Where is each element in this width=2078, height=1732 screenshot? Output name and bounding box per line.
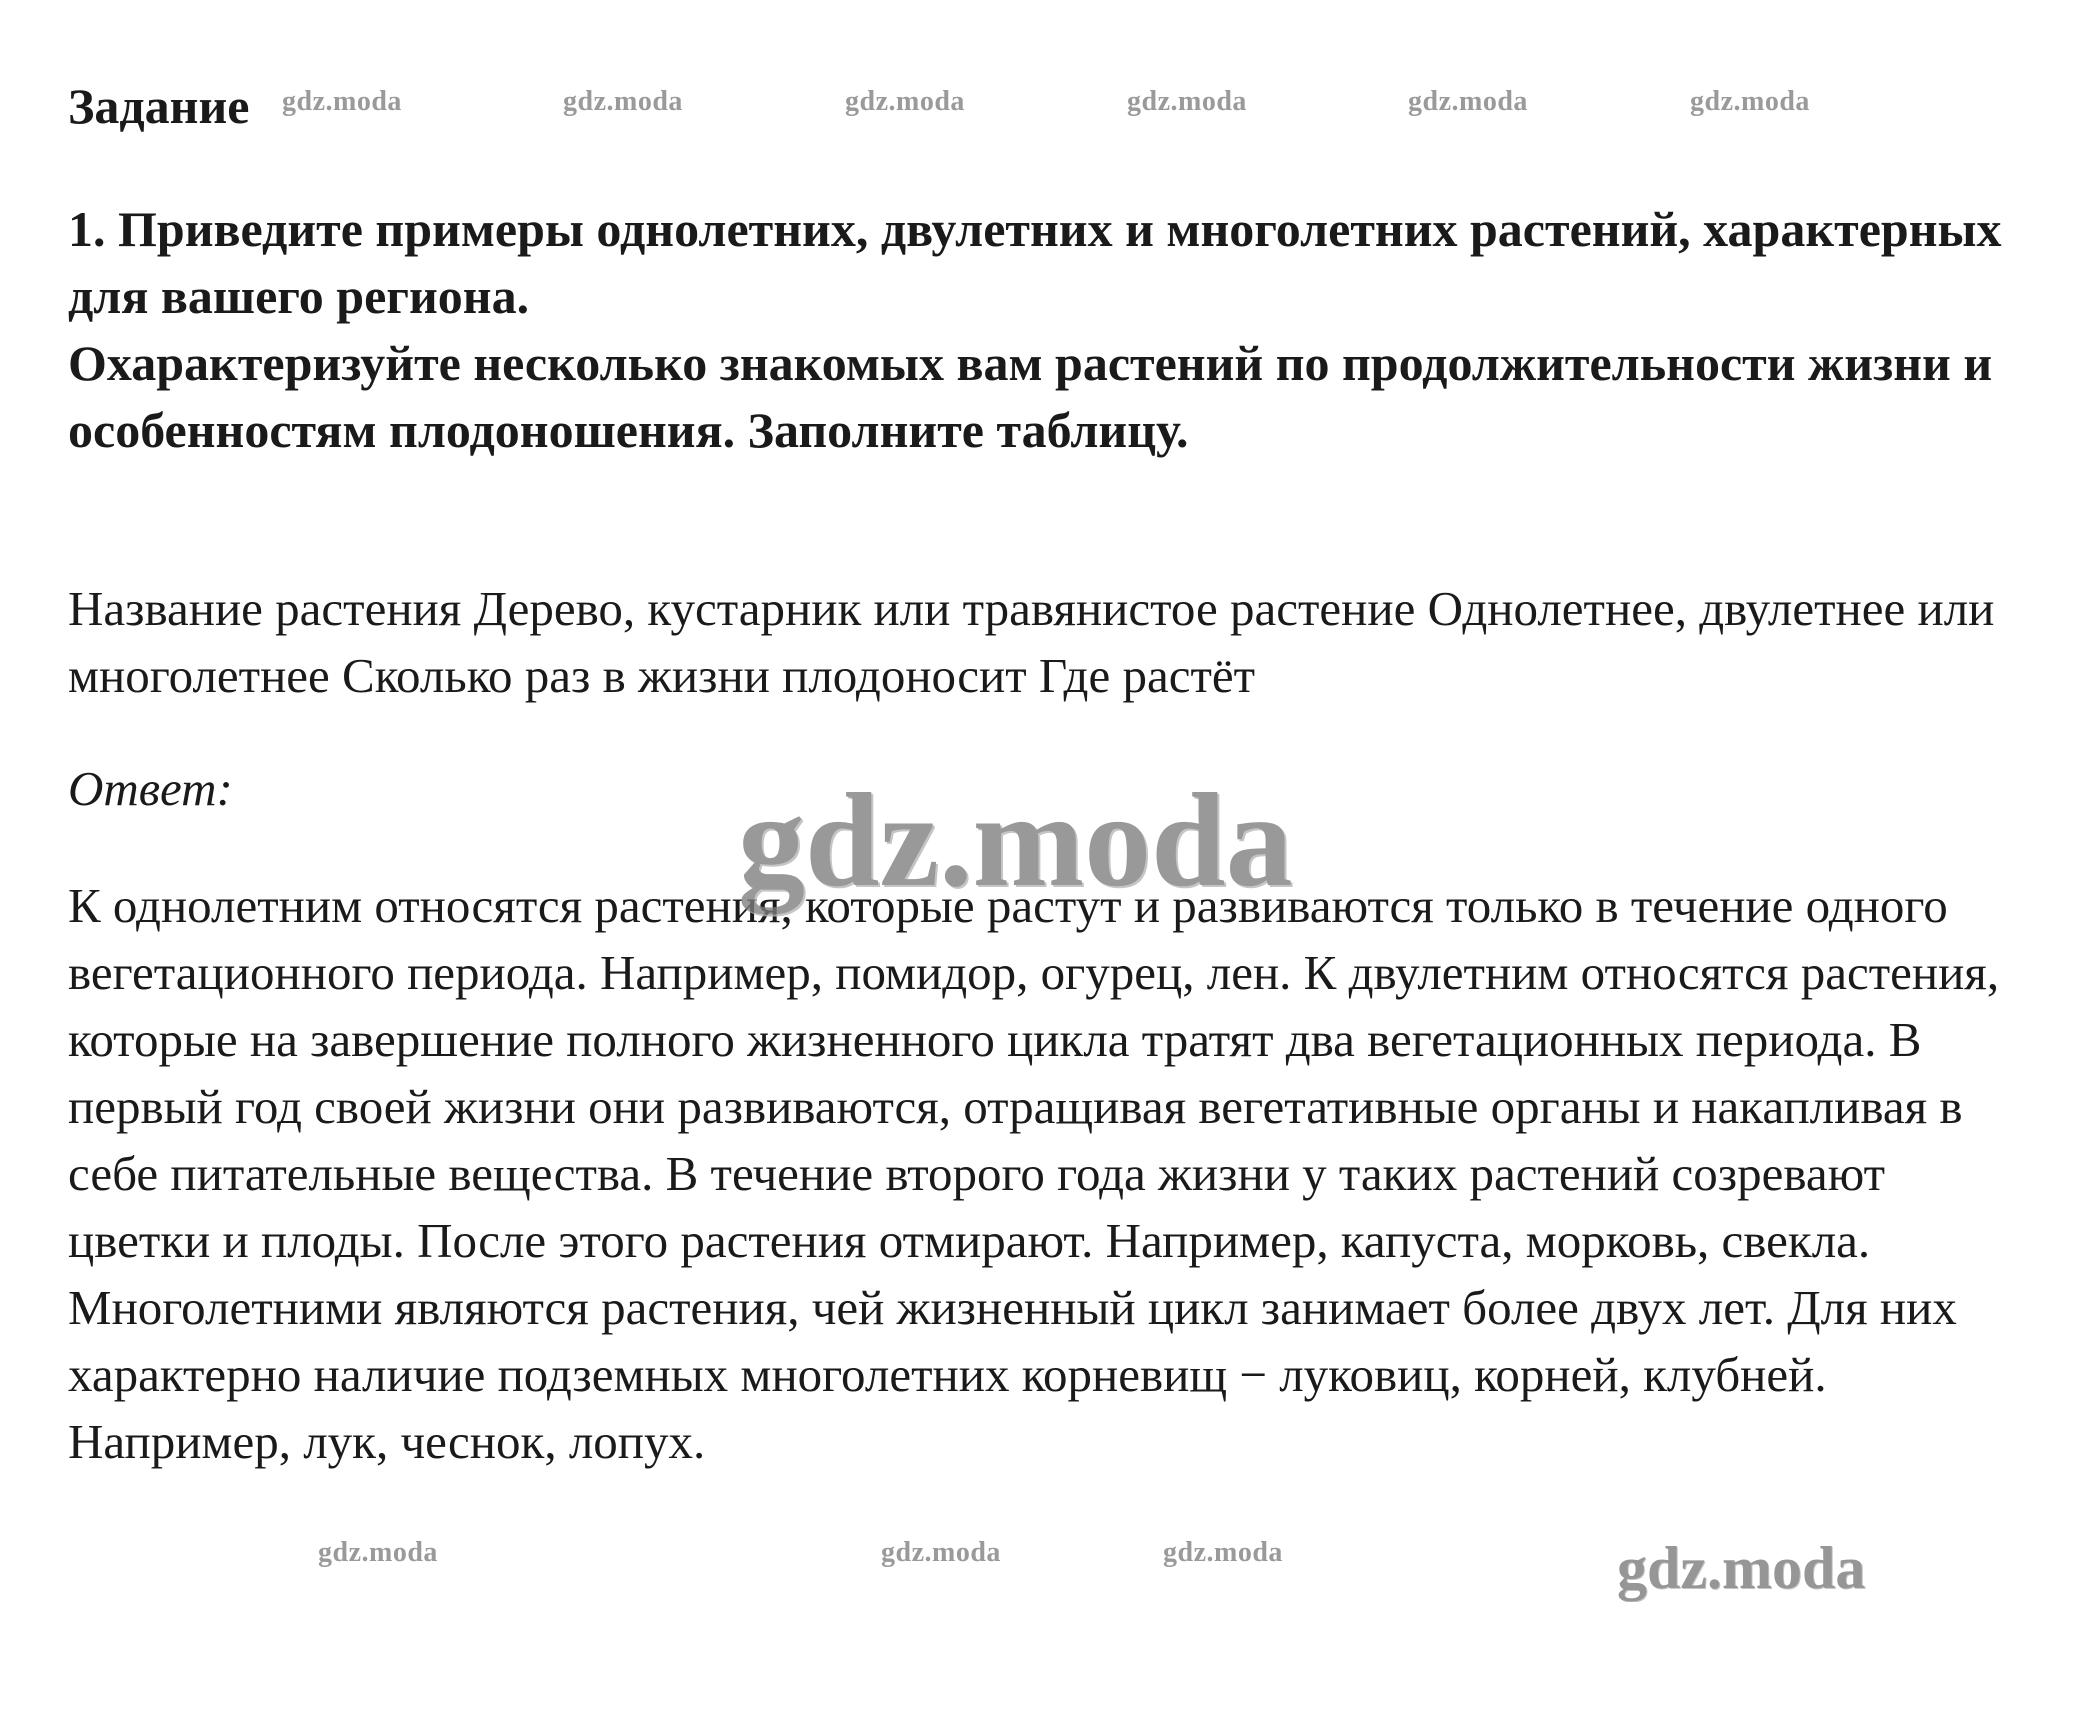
task-question: 1. Приведите примеры однолетних, двулетних и многолетних растений, характерных для вашего региона. (68, 201, 2002, 324)
watermark: gdz.moda (1408, 86, 1528, 117)
watermark-large: gdz.moda (738, 766, 1293, 914)
table-header-text: Название растения Дерево, кустарник или травянистое растение Однолетнее, двулетнее или многолетнее Сколько раз в жизни плодоносит Где растёт (68, 581, 1995, 703)
watermark: gdz.moda (282, 86, 402, 117)
watermark: gdz.moda (881, 1537, 1001, 1568)
answer-label: Ответ: (68, 761, 233, 816)
answer-paragraph: К однолетним относятся растения, которые растут и развиваются только в течение одного вегетационного периода. Например, помидор, огурец, лен. К двулетним относятся растения, которые на завершение полного жизненного цикла тратят два вегетационных периода. В первый год своей жизни они развиваются, отращивая вегетативные органы и накапливая в себе питательные вещества. В течение второго года жизни у таких растений созревают цветки и плоды. После этого растения отмирают. Например, капуста, морковь, свекла. (68, 878, 2000, 1268)
answer-paragraph: Многолетними являются растения, чей жизненный цикл занимает более двух лет. Для них характерно наличие подземных многолетних корневищ − луковиц, корней, клубней. Например, лук, чеснок, лопух. (68, 1280, 1957, 1469)
watermark: gdz.moda (845, 86, 965, 117)
watermark: gdz.moda (1163, 1537, 1283, 1568)
task-instruction: Охарактеризуйте несколько знакомых вам растений по продолжительности жизни и особенностям плодоношения. Заполните таблицу. (68, 335, 1993, 458)
watermark: gdz.moda (318, 1537, 438, 1568)
task-text (68, 196, 2028, 464)
watermark: gdz.moda (563, 86, 683, 117)
page-title: Задание (68, 78, 250, 134)
answer-text (68, 872, 2028, 1475)
watermark: gdz.moda (1690, 86, 1810, 117)
watermark-medium: gdz.moda (1617, 1535, 1866, 1601)
watermark: gdz.moda (1127, 86, 1247, 117)
